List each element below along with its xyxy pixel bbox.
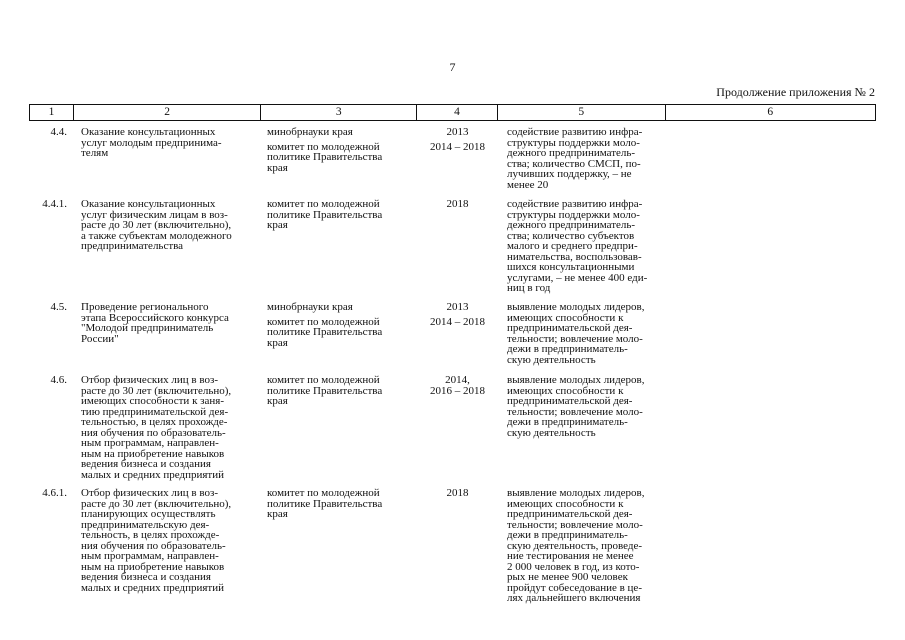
item-number: 4.4.1. [42, 198, 67, 210]
years-cell [417, 302, 498, 331]
item-name: Отбор физических лиц в воз- расте до 30 лет (включительно), планирующих осуществлять предпринимательскую дея- тельность, в целях прохожде- ния обучения по образователь- ным программам, направлен- ным на приобретение навыков ведения бизнеса и создания малых и средних предприятий [81, 487, 232, 594]
item-number: 4.5. [50, 301, 67, 313]
executor: комитет по молодежной политике Правительства края [267, 198, 383, 231]
year-range: 2018 [446, 487, 469, 499]
executor: минобрнауки края [267, 301, 353, 313]
column-number-2: 2 [74, 105, 262, 120]
page-number: 7 [449, 60, 456, 74]
executor: минобрнауки края [267, 126, 353, 138]
year-range: 2014 – 2018 [430, 140, 485, 153]
years-cell [417, 488, 498, 503]
item-name: Оказание консультационных услуг физическим лицам в воз- расте до 30 лет (включительно), а также субъектам молодежного предпринимательства [81, 198, 232, 252]
column-number-4: 4 [417, 105, 498, 120]
item-number: 4.6.1. [42, 487, 67, 499]
expected-result: содействие развитию инфра- структуры поддержки моло- дежного предприниматель- ства; количество субъектов малого и среднего предпри- нимательства, воспользовав- шихся консультационными услугами, – не менее 400 еди- ниц в год [507, 198, 648, 294]
year-range: 2013 [446, 126, 469, 138]
expected-result: содействие развитию инфра- структуры поддержки моло- дежного предприниматель- ства; количество СМСП, по- лучивших поддержку, – не менее 20 [507, 126, 643, 191]
years-cell [417, 375, 498, 400]
years-cell [417, 199, 498, 214]
executors-cell [267, 488, 417, 524]
expected-result: выявление молодых лидеров, имеющих способности к предпринимательской дея- тельности; вовлечение моло- дежи в предприниматель- скую деятельность [507, 374, 645, 439]
executor: комитет по молодежной политике Правительства края [267, 374, 383, 407]
column-number-5: 5 [498, 105, 666, 120]
executor: комитет по молодежной политике Правительства края [267, 315, 383, 349]
item-number: 4.6. [50, 374, 67, 386]
item-name: Проведение регионального этапа Всероссийского конкурса "Молодой предприниматель России" [81, 301, 229, 345]
item-name: Оказание консультационных услуг молодым предпринима- телям [81, 126, 222, 159]
expected-result: выявление молодых лидеров, имеющих способности к предпринимательской дея- тельности; вовлечение моло- дежи в предприниматель- скую деятельность, проведе- ние тестирования не менее 2 000 человек в год, из кото- рых не менее 900 человек пройдут собеседование в це- лях дальнейшего включения [507, 487, 645, 604]
expected-result: выявление молодых лидеров, имеющих способности к предпринимательской дея- тельности; вовлечение моло- дежи в предприниматель- скую деятельность [507, 301, 645, 366]
year-range: 2013 [446, 301, 469, 313]
executors-cell [267, 199, 417, 235]
year-range: 2014, 2016 – 2018 [430, 374, 485, 397]
executors-cell [267, 375, 417, 411]
year-range: 2014 – 2018 [430, 315, 485, 328]
executors-cell [267, 302, 417, 352]
table-header-row [29, 104, 876, 121]
executor: комитет по молодежной политике Правительства края [267, 140, 383, 174]
item-number: 4.4. [50, 126, 67, 138]
years-cell [417, 127, 498, 156]
column-number-1: 1 [30, 105, 74, 120]
column-number-3: 3 [261, 105, 417, 120]
year-range: 2018 [446, 198, 469, 210]
item-name: Отбор физических лиц в воз- расте до 30 лет (включительно), имеющих способности к заня- тию предпринимательской дея- тельностью, в целях прохожде- ния обучения по образователь- ным программам, направлен- ным на приобретение навыков ведения бизнеса и создания малых и средних предприятий [81, 374, 232, 481]
executor: комитет по молодежной политике Правительства края [267, 487, 383, 520]
executors-cell [267, 127, 417, 177]
continuation-label: Продолжение приложения № 2 [716, 85, 875, 99]
column-number-6: 6 [767, 106, 774, 118]
